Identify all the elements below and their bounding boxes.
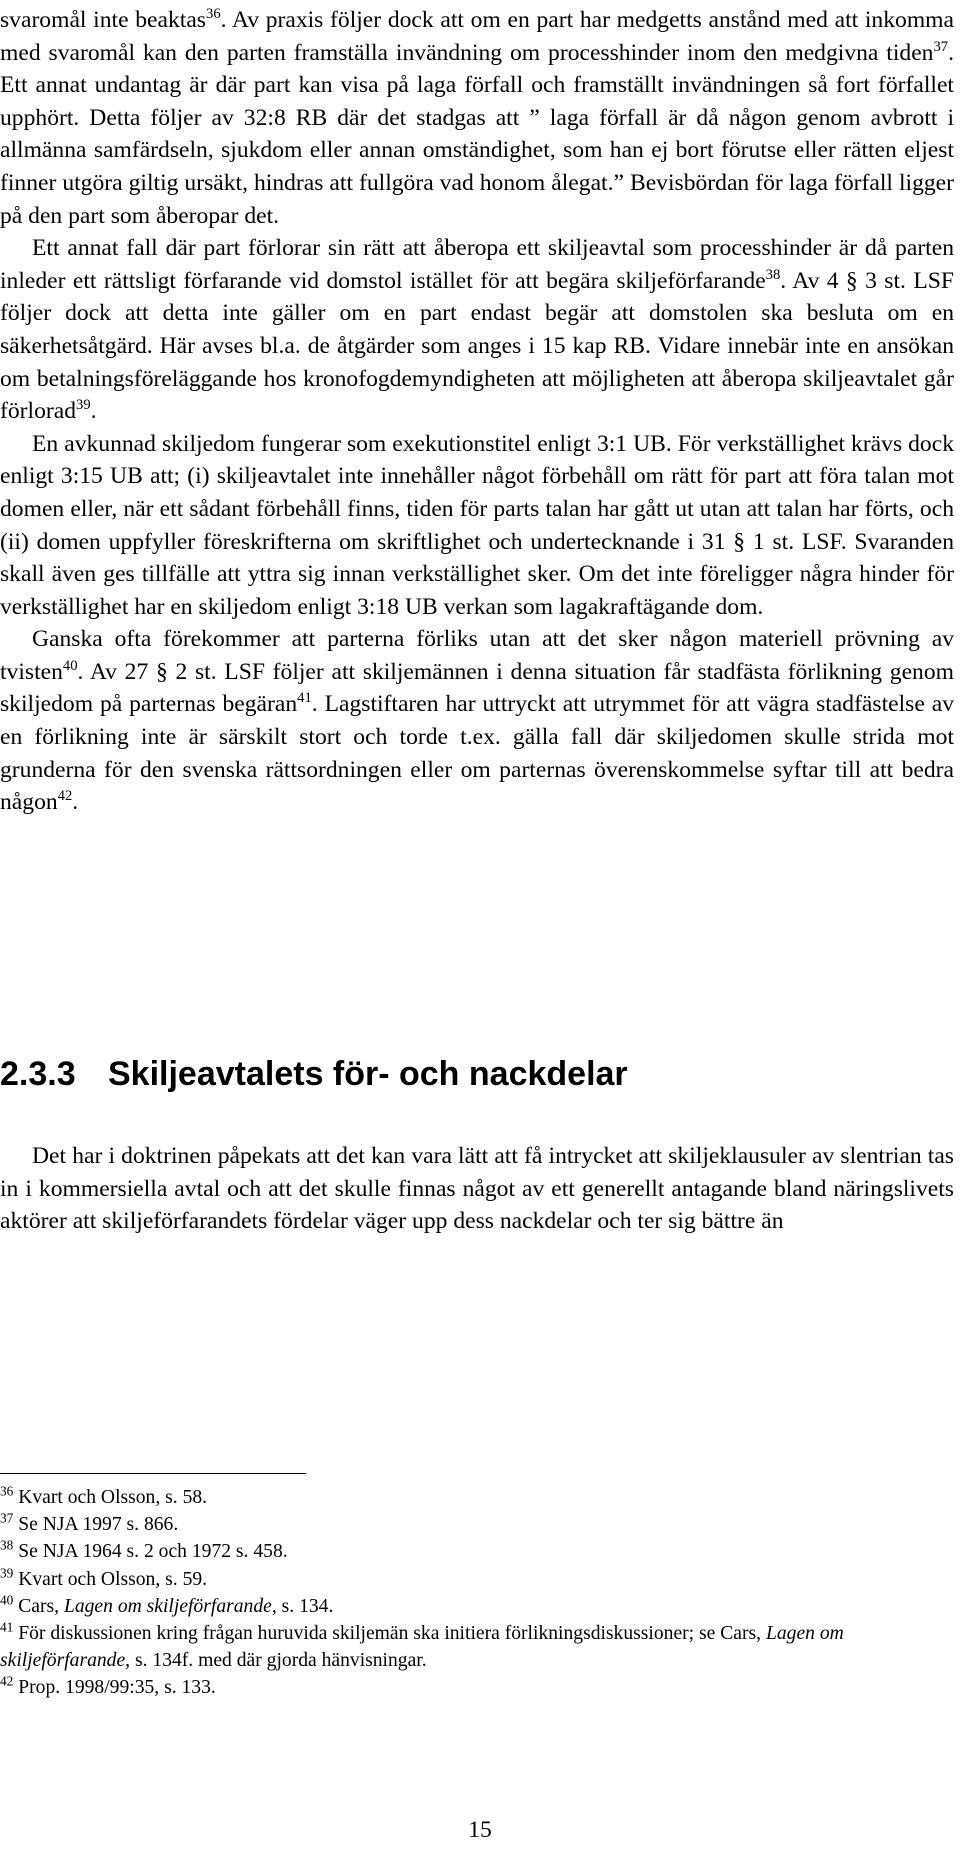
body-paragraph [0,4,954,232]
footnote-reference[interactable]: 41 [297,690,312,707]
paragraph-text: . Lagstiftaren har uttryckt att utrymmet för att vägra stadfästelse av en förlikning inte är särskilt stort och torde t.ex. gälla fall där skiljedomen skulle strida mot grunderna för den svenska rättsordningen eller om parternas överenskommelse syftar till att bedra någon [0,691,954,816]
footnote-text: Prop. 1998/99:35, s. 133. [18,1677,216,1699]
body-paragraph [0,428,954,624]
footnote-text: Cars, [18,1595,64,1617]
footnote-number: 40 [0,1592,14,1608]
body-paragraph [0,623,954,819]
footnote-number: 42 [0,1673,14,1689]
footnote [0,1484,954,1511]
footnote-divider [0,1473,306,1474]
footnote [0,1538,954,1565]
footnote-number: 37 [0,1510,14,1526]
footnote [0,1620,954,1674]
section-heading [0,1054,628,1094]
body-paragraph [0,232,954,428]
footnote-reference[interactable]: 38 [765,266,781,283]
paragraph-text: . Ett annat undantag är där part kan visa på laga förfall och framställt invändningen så fort förfallet upphört. Detta följer av 32:8 RB där det stadgas att ” laga förfall är då någon genom avbrott i allmänna samfärdseln, sjukdom eller annan omständighet, som han ej bort förutse eller rätten eljest finner utgöra giltig ursäkt, hindras att fullgöra vad honom ålegat.” Bevisbördan för laga förfall ligger på den part som åberopar det. [0,39,954,229]
section-number: 2.3.3 [0,1055,76,1093]
section-title: Skiljeavtalets för- och nackdelar [108,1055,628,1093]
footnote-reference[interactable]: 40 [62,658,78,675]
footnote-number: 36 [0,1483,14,1499]
footnote-text: , s. 134. [271,1595,334,1617]
paragraph-text: . Av 4 § 3 st. LSF följer dock att detta inte gäller om en part endast begär att domstolen ska besluta om en säkerhetsåtgärd. Här avses bl.a. de åtgärder som anges i 15 kap RB. Vidare innebär inte en ansökan om betalningsföreläggande hos kronofogdemyndigheten att möjligheten att åberopa skiljeavtalet går förlorad [0,267,954,425]
paragraph-text: En avkunnad skiljedom fungerar som exekutionstitel enligt 3:1 UB. För verkställighet krävs dock enligt 3:15 UB att; (i) skiljeavtalet inte innehåller något förbehåll om rätt för part att föra talan mot domen eller, när ett sådant förbehåll finns, tiden för parts talan har gått ut utan att talan har förts, och (ii) domen uppfyller föreskrifterna om skriftlighet och undertecknande i 31 § 1 st. LSF. Svaranden skall även ges tillfälle att yttra sig innan verkställighet sker. Om det inte föreligger några hinder för verkställighet har en skiljedom enligt 3:18 UB verkan som lagakraftägande dom. [0,430,954,620]
paragraph-text: svaromål inte beaktas [0,7,206,33]
footnote [0,1566,954,1593]
footnote-reference[interactable]: 42 [57,788,73,805]
footnote-reference[interactable]: 36 [206,6,221,23]
footnote-number: 38 [0,1537,14,1553]
paragraph-text: . Av praxis följer dock att om en part har medgetts anstånd med att inkomma med svaromål kan den parten framställa invändning om processhinder inom den medgivna tiden [0,7,954,66]
footnote-text: För diskussionen kring frågan huruvida skiljemän ska initiera förlikningsdiskussioner; se Cars, [18,1623,766,1645]
paragraph-text: Ett annat fall där part förlorar sin rätt att åberopa ett skiljeavtal som processhinder är då parten inleder ett rättsligt förfarande vid domstol istället för att begära skiljeförfarande [0,235,954,294]
footnote-text: , s. 134f. med där gjorda hänvisningar. [125,1650,427,1672]
footnote-text: Kvart och Olsson, s. 59. [18,1568,208,1590]
footnote [0,1511,954,1538]
paragraph-text: Ganska ofta förekommer att parterna förliks utan att det sker någon materiell prövning av tvisten [0,626,954,685]
page-number: 15 [468,1817,492,1843]
footnote-text: Se NJA 1964 s. 2 och 1972 s. 458. [18,1541,288,1563]
footnote-number: 41 [0,1619,14,1635]
footnote-text: Se NJA 1997 s. 866. [18,1514,179,1536]
paragraph-text: . Av 27 § 2 st. LSF följer att skiljemännen i denna situation får stadfästa förlikning genom skiljedom på parternas begäran [0,658,954,718]
footnote-reference[interactable]: 37 [933,38,949,55]
paragraph-text: . [90,398,97,425]
footnote [0,1674,954,1701]
section-intro-paragraph: Det har i doktrinen påpekats att det kan vara lätt att få intrycket att skiljeklausuler av slentrian tas in i kommersiella avtal och att det skulle finnas något av ett generellt antagande bland näringslivets aktörer att skiljeförfarandets fördelar väger upp dess nackdelar och ter sig bättre än [0,1143,954,1235]
footnote-title-italic: Lagen om skiljeförfarande [0,1623,844,1672]
footnote-title-italic: Lagen om skiljeförfarande [63,1595,272,1617]
footnote-reference[interactable]: 39 [76,397,91,414]
footnote-number: 39 [0,1565,14,1581]
body-text [0,4,954,819]
footnote [0,1593,954,1620]
footnotes [0,1484,954,1702]
paragraph-text: . [72,789,79,816]
footnote-text: Kvart och Olsson, s. 58. [18,1487,208,1508]
